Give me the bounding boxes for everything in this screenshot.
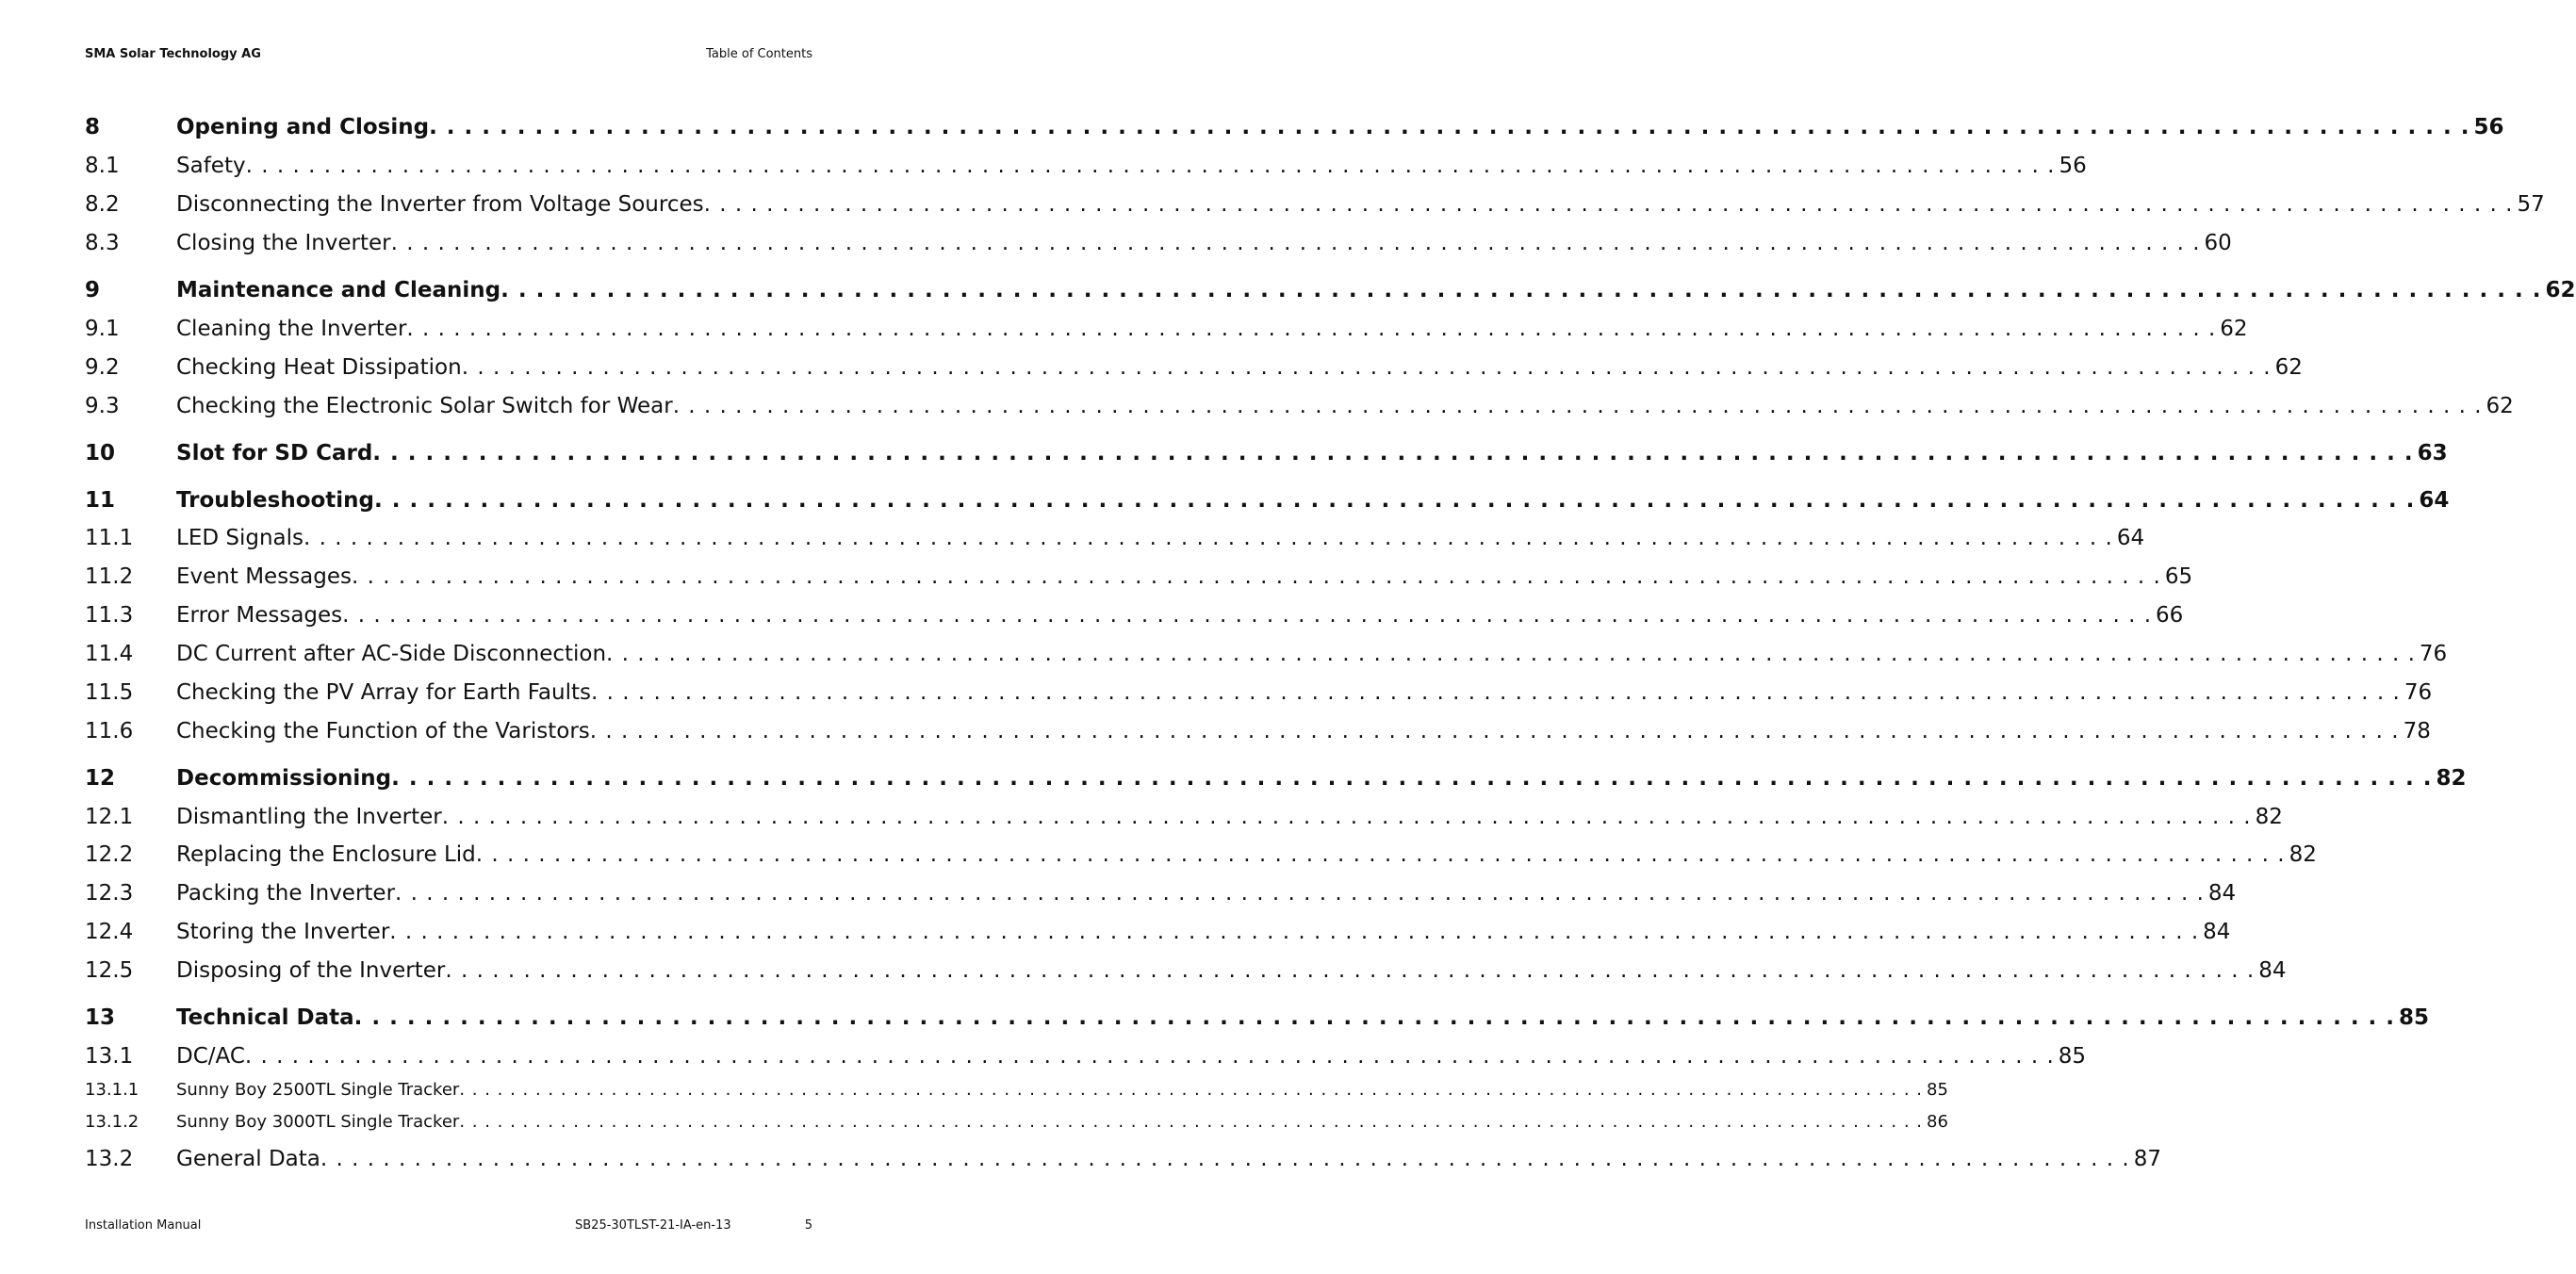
toc-leader-dots: [462, 355, 2272, 380]
toc-entry[interactable]: [85, 1044, 2087, 1076]
toc-entry-page: 62: [2545, 278, 2576, 302]
toc-entry-page: 86: [1927, 1112, 1948, 1132]
toc-entry-number: 13.2: [85, 1147, 134, 1171]
toc-entry[interactable]: [85, 680, 2433, 712]
toc-entry-page: 57: [2517, 192, 2545, 217]
toc-entry[interactable]: [85, 564, 2193, 596]
toc-entry-page: 62: [2220, 317, 2248, 341]
toc-entry-title: Disconnecting the Inverter from Voltage Sources: [176, 192, 704, 217]
toc-entry[interactable]: [85, 805, 2283, 837]
toc-entry-title: DC/AC: [176, 1044, 245, 1069]
toc-entry-title: Slot for SD Card: [176, 441, 373, 466]
toc-entry[interactable]: [85, 192, 2545, 224]
footer-doc-type: Installation Manual: [85, 1218, 202, 1233]
toc-entry-number: 11.2: [85, 564, 134, 589]
toc-leader-dots: [590, 719, 2400, 743]
toc-leader-dots: [389, 920, 2199, 944]
toc-entry-title: Checking the PV Array for Earth Faults: [176, 680, 591, 705]
header-section: Table of Contents: [706, 47, 812, 61]
toc-leader-dots: [476, 842, 2286, 867]
toc-entry[interactable]: [85, 355, 2303, 387]
toc-entry-page: 63: [2417, 441, 2448, 466]
toc-entry-number: 11: [85, 488, 116, 513]
toc-entry-title: Safety: [176, 154, 246, 178]
toc-leader-dots: [395, 881, 2205, 906]
toc-entry-title: Troubleshooting: [176, 488, 375, 513]
toc-entry[interactable]: [85, 842, 2317, 874]
toc-entry-title: Packing the Inverter: [176, 881, 396, 906]
toc-entry-number: 9.2: [85, 355, 120, 380]
toc-leader-dots: [442, 805, 2252, 829]
toc-entry-page: 60: [2204, 231, 2232, 255]
toc-leader-dots: [673, 394, 2483, 418]
toc-entry-page: 82: [2255, 805, 2283, 829]
toc-leader-dots: [459, 1080, 1923, 1100]
toc-entry[interactable]: [85, 881, 2237, 913]
toc-entry-title: Event Messages: [176, 564, 352, 589]
toc-entry[interactable]: [85, 317, 2248, 349]
toc-entry-number: 8: [85, 115, 101, 139]
toc-entry-number: 9.1: [85, 317, 120, 341]
toc-leader-dots: [704, 192, 2514, 217]
header-company: SMA Solar Technology AG: [85, 47, 261, 61]
toc-entry-page: 64: [2419, 488, 2450, 513]
toc-leader-dots: [606, 642, 2416, 666]
toc-entry[interactable]: [85, 115, 2504, 147]
toc-entry[interactable]: [85, 394, 2514, 426]
toc-entry-page: 82: [2289, 842, 2317, 867]
toc-entry-number: 13.1.1: [85, 1080, 139, 1100]
toc-entry[interactable]: [85, 920, 2231, 952]
toc-leader-dots: [500, 278, 2541, 302]
toc-entry-number: 8.2: [85, 192, 120, 217]
toc-entry[interactable]: [85, 958, 2287, 990]
toc-entry-number: 11.6: [85, 719, 134, 743]
toc-entry-title: Sunny Boy 2500TL Single Tracker: [176, 1080, 460, 1100]
toc-entry-title: Decommissioning: [176, 766, 392, 791]
toc-entry[interactable]: [85, 441, 2448, 473]
toc-entry-number: 10: [85, 441, 116, 466]
toc-entry-title: Disposing of the Inverter: [176, 958, 446, 983]
toc-entry-page: 56: [2473, 115, 2504, 139]
toc-entry-number: 9: [85, 278, 101, 302]
toc-entry-number: 12.2: [85, 842, 134, 867]
toc-entry-title: Replacing the Enclosure Lid: [176, 842, 476, 867]
toc-entry-page: 84: [2258, 958, 2287, 983]
toc-entry[interactable]: [85, 154, 2087, 186]
toc-entry-page: 66: [2156, 603, 2184, 628]
toc-entry-title: Checking the Electronic Solar Switch for Wear: [176, 394, 673, 418]
toc-entry[interactable]: [85, 278, 2576, 310]
toc-leader-dots: [374, 488, 2415, 513]
toc-entry-title: Technical Data: [176, 1005, 354, 1030]
toc-entry-title: Sunny Boy 3000TL Single Tracker: [176, 1112, 460, 1132]
toc-entry-number: 13: [85, 1005, 116, 1030]
toc-entry-page: 87: [2133, 1147, 2162, 1171]
toc-entry-page: 84: [2207, 881, 2237, 906]
toc-entry[interactable]: [85, 231, 2232, 263]
toc-entry-page: 76: [2419, 642, 2448, 666]
toc-entry[interactable]: [85, 488, 2450, 520]
toc-entry-page: 85: [2399, 1005, 2430, 1030]
toc-entry-title: Maintenance and Cleaning: [176, 278, 501, 302]
toc-leader-dots: [459, 1112, 1923, 1132]
toc-entry[interactable]: [85, 526, 2145, 558]
toc-leader-dots: [304, 526, 2113, 550]
toc-entry-page: 85: [1927, 1080, 1948, 1100]
toc-leader-dots: [429, 115, 2469, 139]
toc-entry-number: 11.3: [85, 603, 134, 628]
toc-leader-dots: [406, 317, 2216, 341]
toc-leader-dots: [445, 958, 2255, 983]
toc-entry-number: 12.4: [85, 920, 134, 944]
toc-entry-page: 82: [2436, 766, 2467, 791]
toc-entry[interactable]: [85, 1112, 1948, 1144]
toc-leader-dots: [372, 441, 2413, 466]
toc-entry[interactable]: [85, 1005, 2430, 1037]
toc-entry[interactable]: [85, 766, 2467, 798]
toc-entry[interactable]: [85, 603, 2184, 635]
toc-entry[interactable]: [85, 642, 2448, 674]
toc-entry-page: 65: [2164, 564, 2193, 589]
toc-leader-dots: [591, 680, 2401, 705]
toc-entry-title: Dismantling the Inverter: [176, 805, 442, 829]
toc-entry-number: 12: [85, 766, 116, 791]
toc-entry-page: 85: [2058, 1044, 2087, 1069]
toc-entry-title: Checking Heat Dissipation: [176, 355, 462, 380]
toc-entry-number: 12.5: [85, 958, 134, 983]
toc-entry-page: 84: [2203, 920, 2231, 944]
toc-leader-dots: [245, 1044, 2055, 1069]
toc-entry-title: Error Messages: [176, 603, 343, 628]
toc-entry-number: 12.1: [85, 805, 134, 829]
toc-leader-dots: [320, 1147, 2130, 1171]
toc-entry-number: 11.1: [85, 526, 134, 550]
toc-leader-dots: [391, 231, 2201, 255]
toc-entry-number: 9.3: [85, 394, 120, 418]
toc-leader-dots: [391, 766, 2432, 791]
toc-entry[interactable]: [85, 719, 2431, 751]
toc-entry-number: 8.1: [85, 154, 120, 178]
footer-doc-code: SB25-30TLST-21-IA-en-13: [575, 1218, 731, 1233]
toc-entry-number: 12.3: [85, 881, 134, 906]
toc-entry-number: 8.3: [85, 231, 120, 255]
toc-entry-page: 62: [2274, 355, 2303, 380]
toc-entry-number: 13.1: [85, 1044, 134, 1069]
footer-page-number: 5: [804, 1218, 812, 1233]
toc-leader-dots: [354, 1005, 2395, 1030]
toc-entry-title: General Data: [176, 1147, 320, 1171]
toc-entry-title: LED Signals: [176, 526, 304, 550]
toc-entry-page: 78: [2403, 719, 2431, 743]
toc-entry-title: Checking the Function of the Varistors: [176, 719, 590, 743]
toc-entry-number: 11.5: [85, 680, 134, 705]
toc-entry[interactable]: [85, 1147, 2162, 1179]
toc-entry-page: 64: [2116, 526, 2145, 550]
toc-entry[interactable]: [85, 1080, 1948, 1112]
toc-entry-page: 62: [2486, 394, 2514, 418]
toc-leader-dots: [246, 154, 2056, 178]
toc-leader-dots: [342, 603, 2152, 628]
toc-entry-title: DC Current after AC-Side Disconnection: [176, 642, 607, 666]
toc-leader-dots: [352, 564, 2161, 589]
toc-entry-title: Storing the Inverter: [176, 920, 390, 944]
toc-entry-page: 76: [2404, 680, 2433, 705]
toc-entry-number: 13.1.2: [85, 1112, 139, 1132]
toc-entry-page: 56: [2059, 154, 2087, 178]
toc-entry-title: Closing the Inverter: [176, 231, 391, 255]
toc-entry-number: 11.4: [85, 642, 134, 666]
toc-entry-title: Cleaning the Inverter: [176, 317, 407, 341]
toc-entry-title: Opening and Closing: [176, 115, 430, 139]
